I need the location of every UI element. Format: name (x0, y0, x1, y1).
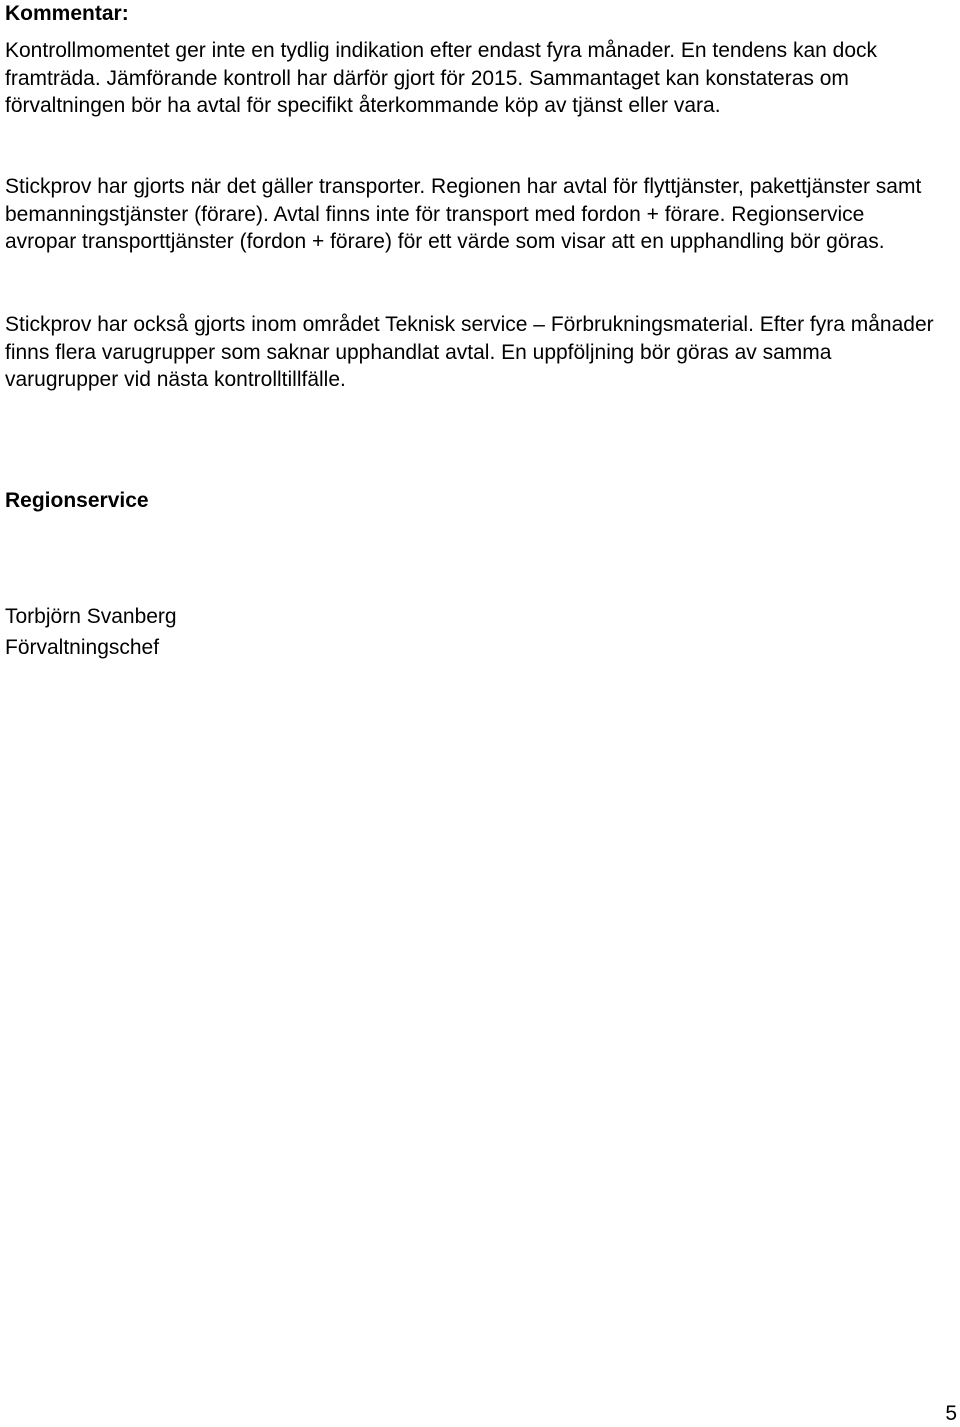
page-number: 5 (945, 1402, 957, 1425)
signatory-name: Torbjörn Svanberg (5, 605, 177, 628)
signatory-title: Förvaltningschef (5, 636, 160, 659)
comment-heading: Kommentar: (5, 2, 129, 25)
section-title: Regionservice (5, 489, 149, 512)
signature-block (5, 601, 177, 663)
paragraph-technical-service: Stickprov har också gjorts inom området Teknisk service – Förbrukningsmaterial. Efter fyra månader finns flera varugrupper som saknar upphandlat avtal. En uppföljning bör göras av samma varugrupper vid nästa kontrolltillfälle. (5, 313, 934, 391)
paragraph-control-indication: Kontrollmomentet ger inte en tydlig indikation efter endast fyra månader. En tendens kan dock framträda. Jämförande kontroll har därför gjort för 2015. Sammantaget kan konstateras om förvaltningen bör ha avtal för specifikt återkommande köp av tjänst eller vara. (5, 39, 878, 117)
paragraph-transport-sampling: Stickprov har gjorts när det gäller transporter. Regionen har avtal för flyttjänster, pakettjänster samt bemanningstjänster (förare). Avtal finns inte för transport med fordon + förare. Regionservice avropar transporttjänster (fordon + förare) för ett värde som visar att en upphandling bör göras. (5, 175, 922, 253)
